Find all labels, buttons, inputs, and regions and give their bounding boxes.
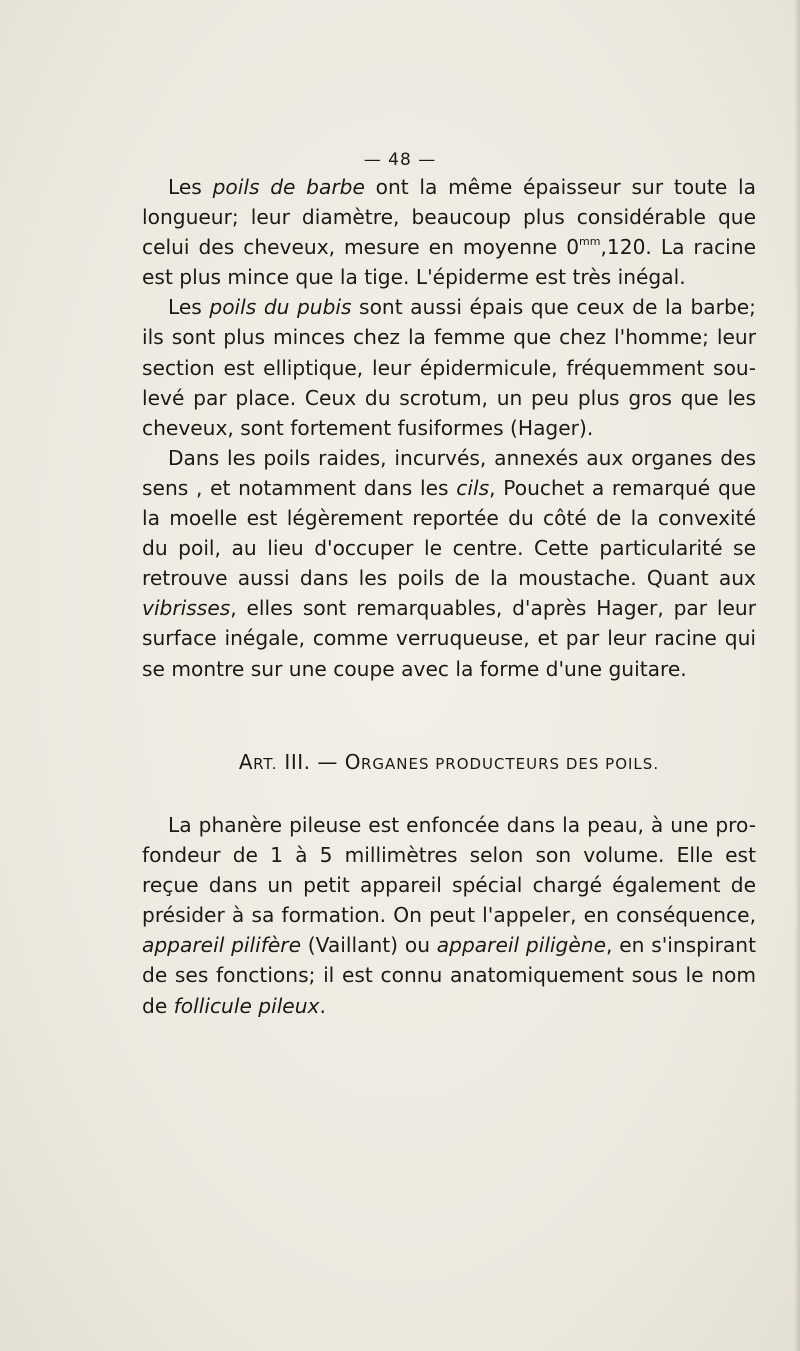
italic-term: vibrisses <box>142 596 231 621</box>
italic-term: poils de barbe <box>212 175 365 199</box>
italic-term: appareil piligène <box>436 933 606 958</box>
body-text-top <box>142 172 756 684</box>
page-edge-shadow <box>794 0 800 1351</box>
italic-term: appareil pilifère <box>142 933 301 958</box>
paragraph-phanere-pileuse: La phanère pileuse est enfoncée dans la peau, à une pro-fondeur de 1 à 5 millimètres selon son volume. Elle est reçue dans un petit appareil spécial chargé également de présider à sa formation. On peut l'appeler, en conséquence, appareil pilifère (Vaillant) ou appareil piligène, en s'inspirant de ses fonctions; il est connu anatomiquement sous le nom de follicule pileux. <box>142 813 756 1018</box>
paragraph-poils-barbe: Les poils de barbe ont la même épaisseur sur toute la longueur; leur diamètre, beaucoup plus considérable que celui des cheveux, mesure en moyenne $0^{mm},120$. La racine est plus mince que la tige. L'épiderme est très inégal. <box>142 175 756 290</box>
italic-term: follicule pileux <box>173 993 320 1018</box>
section-heading: ART. III. — ORGANES PRODUCTEURS DES POILS. <box>238 750 660 774</box>
unit-superscript: mm <box>579 235 601 249</box>
page-number: — 48 — <box>363 150 437 170</box>
italic-term: poils du pubis <box>209 295 352 320</box>
body-text-bottom <box>142 810 756 1021</box>
paragraph-poils-pubis: Les poils du pubis sont aussi épais que ceux de la barbe; ils sont plus minces chez la femme que chez l'homme; leur section est elliptique, leur épidermicule, fréquemment sou-levé par place. Ceux du scrotum, un peu plus gros que les cheveux, sont fortement fusiformes (Hager). <box>142 295 756 440</box>
paragraph-poils-raides: Dans les poils raides, incurvés, annexés aux organes des sens , et notamment dans les cils, Pouchet a remarqué que la moelle est légèrement reportée du côté de la convexité du poil, au lieu d'occuper le centre. Cette particularité se retrouve aussi dans les poils de la moustache. Quant aux vibrisses, elles sont remarquables, d'après Hager, par leur surface inégale, comme verruqueuse, et par leur racine qui se montre sur une coupe avec la forme d'une guitare. <box>142 445 756 681</box>
italic-term: cils <box>456 475 490 500</box>
